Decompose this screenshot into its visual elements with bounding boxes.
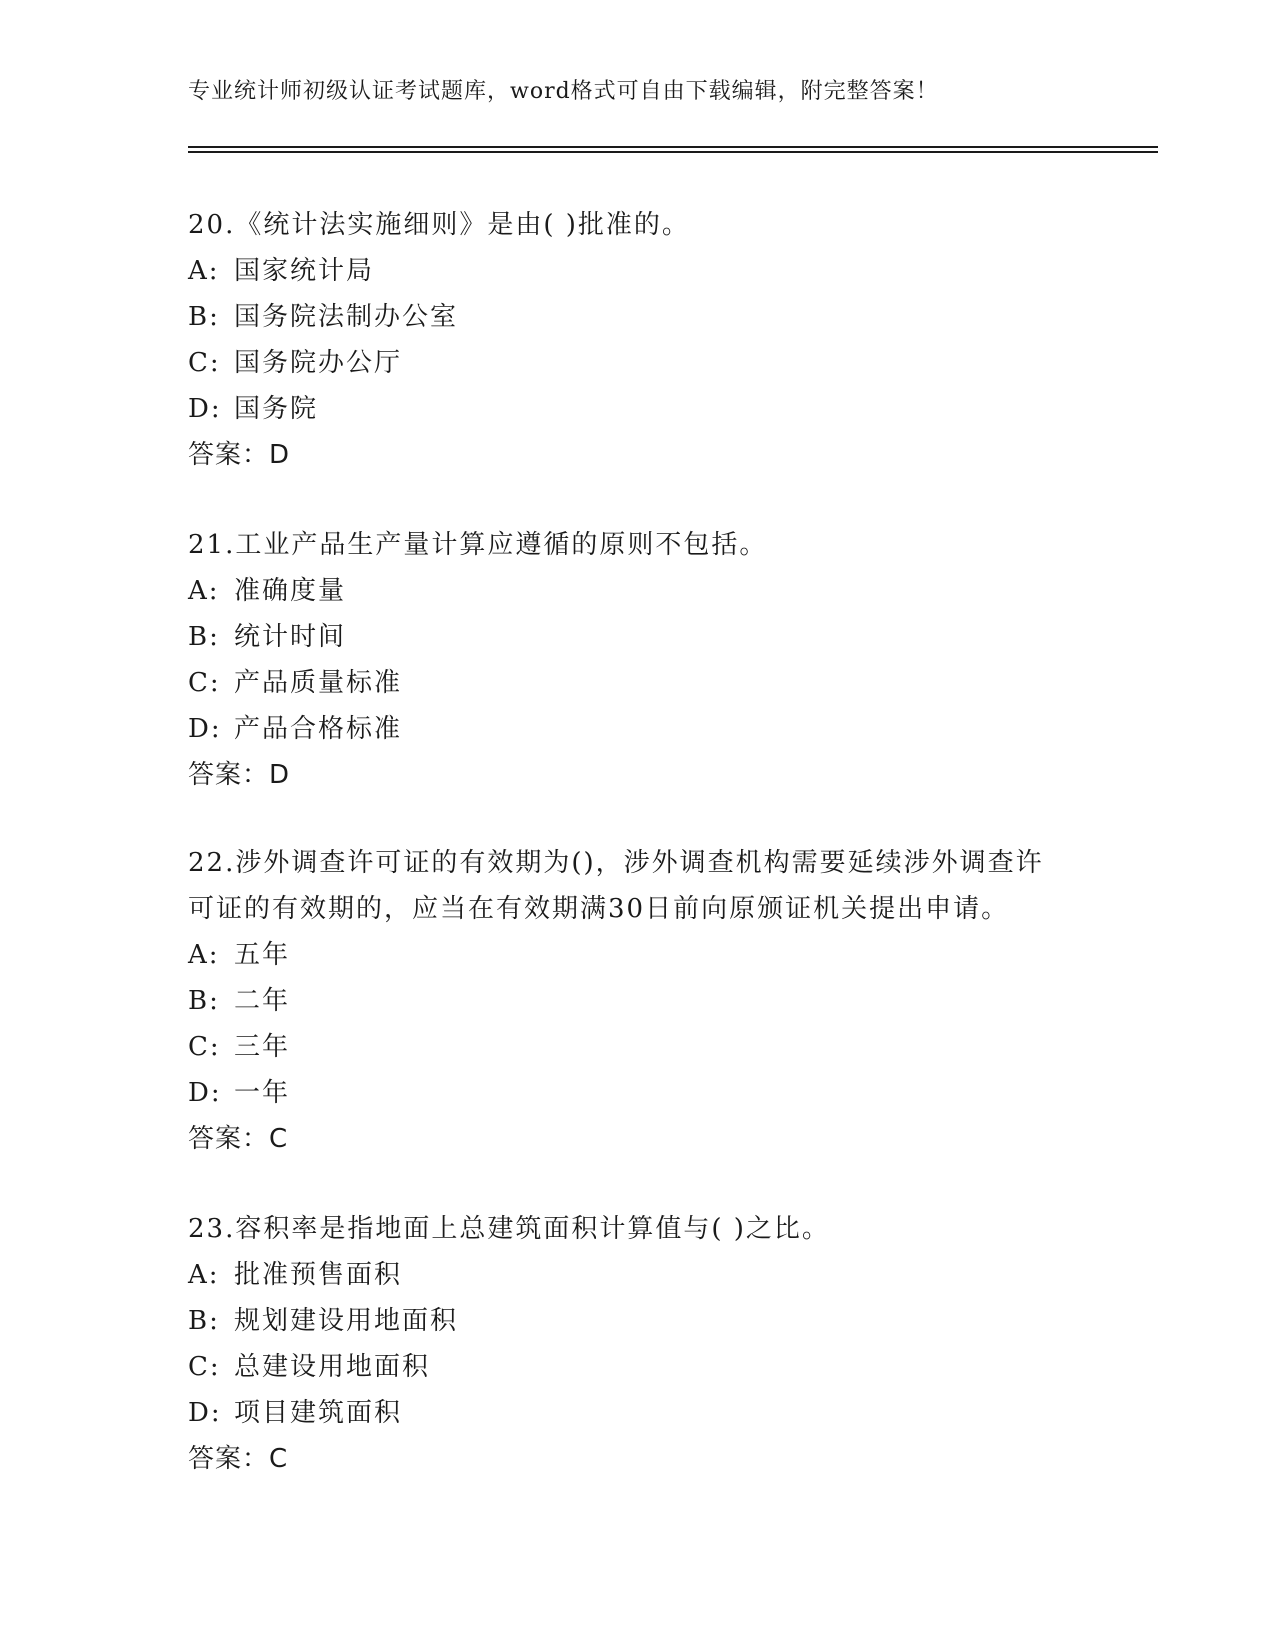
option-letter: C: — [188, 348, 221, 378]
option-letter: A: — [188, 576, 220, 606]
option-text: 国家统计局 — [234, 256, 375, 286]
question-stem-line-1: 22.涉外调查许可证的有效期为()，涉外调查机构需要延续涉外调查许 — [188, 848, 1044, 878]
question-stem: 23.容积率是指地面上总建筑面积计算值与( )之比。 — [188, 1214, 830, 1244]
option-c — [188, 1024, 1088, 1070]
option-c — [188, 340, 1088, 386]
option-text: 三年 — [234, 1032, 291, 1062]
question-20 — [188, 202, 1088, 478]
option-d — [188, 1390, 1088, 1436]
option-letter: C: — [188, 668, 221, 698]
option-c — [188, 660, 1088, 706]
option-text: 项目建筑面积 — [234, 1398, 403, 1428]
option-b — [188, 978, 1088, 1024]
option-letter: B: — [188, 986, 220, 1016]
option-a — [188, 568, 1088, 614]
answer-line: 答案：C — [188, 1124, 289, 1154]
option-a — [188, 1252, 1088, 1298]
option-a — [188, 248, 1088, 294]
question-22 — [188, 840, 1088, 1162]
option-b — [188, 1298, 1088, 1344]
option-letter: B: — [188, 622, 220, 652]
option-text: 国务院办公厅 — [234, 348, 403, 378]
header-rule-top — [188, 146, 1158, 148]
option-b — [188, 294, 1088, 340]
question-stem: 20.《统计法实施细则》是由( )批准的。 — [188, 210, 690, 240]
option-c — [188, 1344, 1088, 1390]
question-stem-line-2: 可证的有效期的，应当在有效期满30日前向原颁证机关提出申请。 — [188, 894, 1010, 924]
option-b — [188, 614, 1088, 660]
option-letter: A: — [188, 1260, 220, 1290]
answer-line: 答案：D — [188, 440, 291, 470]
option-letter: D: — [188, 394, 222, 424]
document-header: 专业统计师初级认证考试题库，word格式可自由下载编辑，附完整答案！ — [188, 79, 939, 104]
header-rule-bottom — [188, 151, 1158, 153]
option-d — [188, 386, 1088, 432]
option-letter: D: — [188, 1078, 222, 1108]
option-letter: A: — [188, 256, 220, 286]
option-text: 国务院法制办公室 — [234, 302, 459, 332]
option-text: 产品质量标准 — [234, 668, 403, 698]
option-text: 一年 — [234, 1078, 291, 1108]
option-text: 批准预售面积 — [234, 1260, 403, 1290]
option-letter: D: — [188, 1398, 222, 1428]
option-text: 五年 — [234, 940, 291, 970]
answer-line: 答案：D — [188, 760, 291, 790]
option-text: 总建设用地面积 — [234, 1352, 431, 1382]
option-text: 统计时间 — [234, 622, 347, 652]
option-letter: A: — [188, 940, 220, 970]
option-a — [188, 932, 1088, 978]
option-letter: B: — [188, 302, 220, 332]
option-letter: B: — [188, 1306, 220, 1336]
option-letter: C: — [188, 1352, 221, 1382]
option-text: 二年 — [234, 986, 291, 1016]
option-text: 规划建设用地面积 — [234, 1306, 459, 1336]
question-23 — [188, 1206, 1088, 1482]
option-d — [188, 706, 1088, 752]
option-letter: C: — [188, 1032, 221, 1062]
option-text: 国务院 — [234, 394, 319, 424]
option-letter: D: — [188, 714, 222, 744]
question-21 — [188, 522, 1088, 798]
answer-line: 答案：C — [188, 1444, 289, 1474]
option-text: 产品合格标准 — [234, 714, 403, 744]
option-text: 准确度量 — [234, 576, 347, 606]
question-stem: 21.工业产品生产量计算应遵循的原则不包括。 — [188, 530, 768, 560]
option-d — [188, 1070, 1088, 1116]
